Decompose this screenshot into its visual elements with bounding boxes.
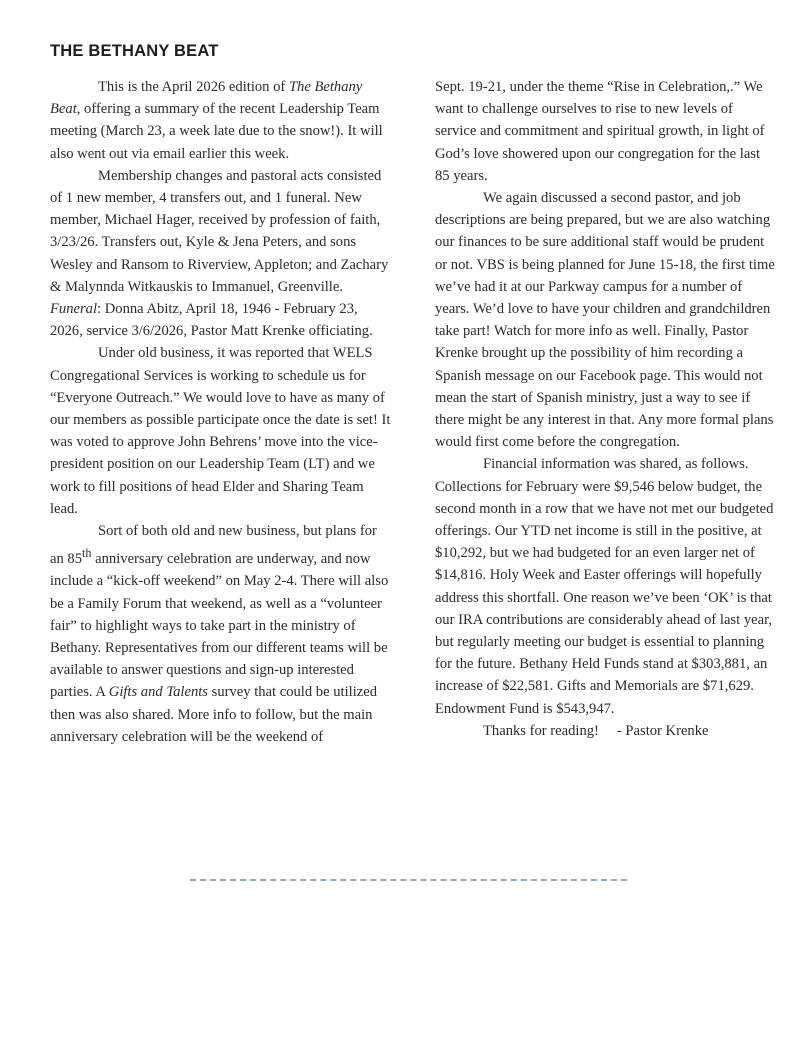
paragraph-new-business: We again discussed a second pastor, and job descriptions are being prepared, but we are also watching our finances to be sure additional staff would be prudent or not. VBS is being planned for June 15-18, the first time we’ve had it at our Parkway campus for a number of years. We’d love to have your children and grandchildren take part! Watch for more info as well. Finally, Pastor Krenke brought up the possibility of him recording a Spanish message on our Facebook page. This would not mean the start of Spanish ministry, just a way to see if there might be any interest in that. Any more formal plans would first come before the congregation.	[435, 190, 775, 451]
right-column	[435, 76, 775, 742]
anniversary-text-end: survey that could be utilized then was also shared. More info to follow, but the main anniversary celebration will be the weekend of	[50, 684, 377, 745]
intro-text-cont: , offering a summary of the recent Leadership Team meeting (March 23, a week late due to the snow!). It will also went out via email earlier this week.	[50, 101, 383, 162]
left-column	[50, 76, 392, 748]
newsletter-name: The Bethany Beat	[50, 79, 363, 118]
paragraph-membership	[50, 165, 392, 343]
paragraph-continued: Sept. 19-21, under the theme “Rise in Celebration,.” We want to challenge ourselves to rise to new levels of service and commitment and spiritual growth, in light of God’s love showered upon our congregation for the last 85 years.	[435, 79, 765, 184]
paragraph-intro	[50, 76, 392, 165]
anniversary-text-cont: anniversary celebration are underway, and now include a “kick-off weekend” on May 2-4. There will also be a Family Forum that weekend, as well as a “volunteer fair” to highlight ways to take part in the ministry of Bethany. Representatives from our different teams will be available to answer questions and sign-up interested parties. A	[50, 551, 389, 701]
paragraph-old-business: Under old business, it was reported that WELS Congregational Services is working to schedule us for “Everyone Outreach.” We would love to have as many of our members as possible participate once the date is set! It was voted to approve John Behrens’ move into the vice-president position on our Leadership Team (LT) and we work to fill positions of head Elder and Sharing Team lead.	[50, 345, 391, 517]
paragraph-financial: Financial information was shared, as follows. Collections for February were $9,546 below budget, the second month in a row that we have not met our budgeted offerings. Our YTD net income is still in the positive, at $10,292, but we had budgeted for an even larger net of $14,816. Holy Week and Easter offerings will hopefully address this shortfall. One reason we’ve been ‘OK’ is that our IRA contributions are considerably ahead of last year, but regularly meeting our budget is essential to planning for the future. Bethany Held Funds stand at $303,881, an increase of $22,581. Gifts and Memorials are $71,629. Endowment Fund is $543,947.	[435, 456, 774, 717]
ordinal-suffix: th	[82, 546, 92, 561]
dashed-divider	[190, 879, 627, 881]
survey-name: Gifts and Talents	[108, 684, 208, 701]
anniversary-text: Sort of both old and new business, but plans for an 85	[50, 523, 377, 568]
page-title: THE BETHANY BEAT	[50, 42, 219, 60]
closing-line	[435, 720, 775, 742]
closing-text: Thanks for reading!	[483, 722, 599, 739]
paragraph-anniversary	[50, 520, 392, 748]
funeral-label: Funeral	[50, 301, 98, 318]
membership-text: Membership changes and pastoral acts consisted of 1 new member, 4 transfers out, and 1 funeral. New member, Michael Hager, received by profession of faith, 3/23/26. Transfers out, Kyle & Jena Peters, and sons Wesley and Ransom to Riverview, Appleton; and Zachary & Malynnda Witkauskis to Immanuel, Greenville.	[50, 167, 389, 295]
funeral-text: : Donna Abitz, April 18, 1946 - February 23, 2026, service 3/6/2026, Pastor Matt Krenke officiating.	[50, 301, 373, 340]
intro-text: This is the April 2026 edition of	[98, 79, 289, 95]
signature: - Pastor Krenke	[616, 722, 709, 739]
